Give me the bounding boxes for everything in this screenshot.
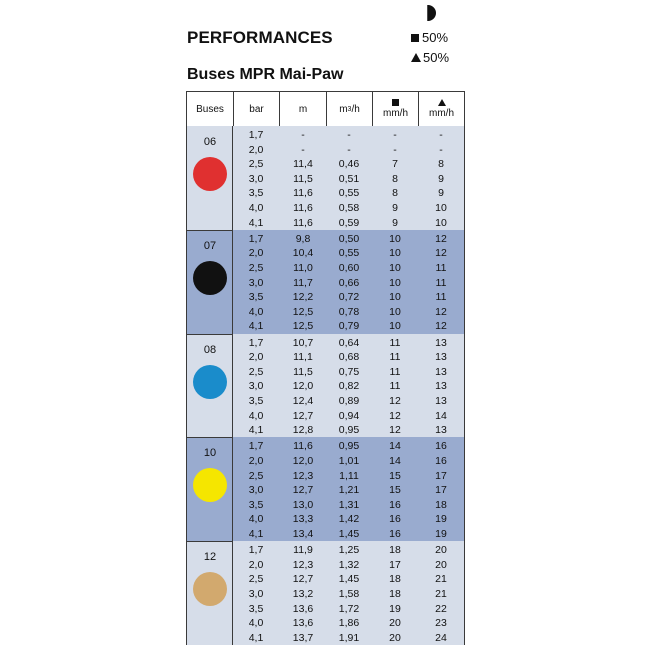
cell-m3h: 1,32: [338, 558, 360, 571]
nozzle-group-06: [187, 126, 464, 230]
cell-m3h: 1,25: [338, 544, 360, 557]
cell-triangle-mmh: 9: [438, 187, 444, 200]
cell-m: -: [301, 129, 305, 141]
cell-square-mmh: 17: [389, 558, 401, 571]
cell-triangle-mmh: 20: [435, 544, 447, 557]
cell-square-mmh: 8: [392, 187, 398, 200]
cell-square-mmh: 14: [389, 440, 401, 453]
cell-m3h: 0,72: [338, 291, 360, 304]
cell-triangle-mmh: 14: [435, 409, 447, 422]
cell-bar: 4,0: [248, 409, 264, 422]
cell-m: 11,1: [293, 351, 313, 364]
table-row: [187, 439, 464, 454]
table-row: [187, 483, 464, 498]
cell-m3h: 1,45: [338, 573, 360, 586]
cell-bar: 2,5: [248, 365, 264, 378]
cell-triangle-mmh: 13: [435, 394, 447, 407]
cell-m3h: 1,86: [338, 617, 360, 630]
cell-triangle-mmh: 16: [435, 454, 447, 467]
cell-square-mmh: 7: [392, 158, 398, 171]
cell-m: 12,7: [292, 573, 314, 586]
cell-m: 13,4: [292, 527, 314, 540]
cell-m: 12,5: [292, 305, 314, 318]
cell-m3h: 0,55: [338, 187, 360, 200]
cell-m3h: 0,64: [338, 336, 360, 349]
cell-square-mmh: -: [393, 143, 397, 156]
cell-m: 13,3: [292, 513, 314, 526]
table-row: [187, 290, 464, 305]
cell-m3h: 0,78: [338, 305, 360, 318]
nozzle-code: 07: [203, 239, 217, 252]
cell-triangle-mmh: 13: [435, 365, 447, 378]
table-row: [187, 128, 464, 143]
group-separator: [187, 334, 233, 335]
table-row: [187, 276, 464, 291]
cell-square-mmh: 10: [389, 276, 401, 289]
nozzle-group-07: [187, 230, 464, 334]
table-row: [187, 319, 464, 334]
cell-m3h: 0,50: [338, 232, 360, 245]
table-row: [187, 216, 464, 231]
cell-square-mmh: 15: [389, 484, 401, 497]
cell-square-mmh: 11: [389, 336, 401, 349]
cell-triangle-mmh: 17: [435, 469, 447, 482]
cell-m: 9,8: [295, 232, 311, 245]
table-row: [187, 232, 464, 247]
cell-bar: 2,0: [248, 143, 264, 156]
header-m3h-sup: 3: [347, 105, 352, 113]
cell-m3h: 0,55: [338, 247, 360, 260]
cell-bar: 4,1: [248, 527, 264, 540]
table-row: [187, 454, 464, 469]
cell-m3h: 0,58: [338, 202, 360, 214]
cell-bar: 3,0: [248, 276, 264, 289]
cell-m3h: 0,79: [338, 320, 360, 333]
cell-triangle-mmh: 11: [435, 276, 447, 289]
cell-bar: 4,1: [248, 216, 264, 229]
cell-bar: 2,0: [248, 454, 264, 467]
table-row: [187, 394, 464, 409]
cell-bar: 3,5: [248, 291, 264, 304]
cell-square-mmh: 18: [389, 544, 401, 557]
cell-bar: 3,5: [248, 602, 264, 615]
cell-square-mmh: 11: [389, 365, 401, 378]
legend-triangle-row: [411, 50, 449, 65]
cell-m3h: 0,95: [338, 424, 360, 437]
table-row: [187, 305, 464, 320]
cell-m3h: -: [347, 143, 351, 156]
cell-bar: 1,7: [248, 544, 264, 557]
table-row: [187, 543, 464, 558]
performance-table: [186, 91, 465, 645]
cell-bar: 2,0: [248, 558, 264, 571]
cell-m: 12,8: [292, 424, 314, 437]
cell-bar: 1,7: [248, 232, 264, 245]
cell-bar: 1,7: [248, 129, 264, 141]
cell-triangle-mmh: 23: [435, 617, 447, 630]
cell-triangle-mmh: 9: [438, 172, 444, 185]
page-title: PERFORMANCES: [187, 28, 333, 47]
cell-triangle-mmh: 22: [435, 602, 447, 615]
cell-square-mmh: 18: [389, 587, 401, 600]
nozzle-group-08: [187, 334, 464, 438]
cell-bar: 4,0: [248, 513, 264, 526]
cell-triangle-mmh: 13: [435, 336, 447, 349]
cell-m3h: 1,91: [338, 631, 360, 644]
cell-m: 11,7: [293, 276, 313, 289]
cell-triangle-mmh: 11: [435, 261, 447, 274]
cell-m3h: 0,95: [338, 440, 360, 453]
table-row: [187, 409, 464, 424]
cell-square-mmh: 9: [392, 216, 398, 229]
table-row: [187, 512, 464, 527]
cell-m3h: 0,51: [338, 172, 360, 185]
table-row: [187, 572, 464, 587]
cell-m3h: 1,31: [338, 498, 360, 511]
nozzle-group-12: [187, 541, 464, 645]
nozzle-code: 12: [203, 551, 217, 564]
cell-triangle-mmh: 19: [435, 527, 447, 540]
table-row: [187, 469, 464, 484]
group-separator: [187, 541, 233, 542]
table-row: [187, 201, 464, 216]
table-row: [187, 261, 464, 276]
cell-square-mmh: 12: [389, 394, 401, 407]
cell-m: 12,2: [292, 291, 314, 304]
cell-m3h: 1,58: [338, 587, 360, 600]
cell-m: 12,4: [292, 394, 314, 407]
cell-m: 12,5: [292, 320, 314, 333]
cell-square-mmh: 20: [389, 631, 401, 644]
cell-m3h: 0,46: [338, 158, 360, 171]
header-square-mmh: [373, 92, 419, 126]
cell-triangle-mmh: 21: [435, 587, 447, 600]
cell-triangle-mmh: 12: [435, 232, 447, 245]
cell-square-mmh: 12: [389, 409, 401, 422]
cell-triangle-mmh: 11: [435, 291, 447, 304]
cell-m3h: 1,21: [338, 484, 360, 497]
cell-triangle-mmh: 12: [435, 320, 447, 333]
cell-triangle-mmh: 13: [435, 380, 447, 393]
legend-triangle-label: 50%: [423, 50, 450, 65]
cell-square-mmh: 20: [389, 617, 401, 630]
nozzle-code: 10: [203, 447, 217, 460]
cell-triangle-mmh: 18: [435, 498, 447, 511]
cell-m: 11,6: [293, 216, 313, 229]
cell-m: 11,4: [293, 158, 313, 171]
cell-m: 13,0: [292, 498, 314, 511]
cell-m: 11,6: [293, 187, 313, 200]
cell-m3h: 0,68: [338, 351, 360, 364]
header-m3h: [327, 92, 373, 126]
cell-m: 13,2: [292, 587, 314, 600]
cell-square-mmh: 14: [389, 454, 401, 467]
nozzle-code: 08: [203, 343, 217, 356]
cell-bar: 3,5: [248, 394, 264, 407]
cell-square-mmh: 11: [389, 380, 401, 393]
table-subtitle: Buses MPR Mai-Paw: [187, 66, 344, 83]
cell-bar: 3,0: [248, 380, 264, 393]
cell-triangle-mmh: 16: [435, 440, 447, 453]
cell-m: 10,7: [292, 336, 314, 349]
cell-bar: 2,0: [248, 247, 264, 260]
cell-triangle-mmh: 21: [435, 573, 447, 586]
cell-m3h: 0,94: [338, 409, 360, 422]
table-row: [187, 423, 464, 438]
table-row: [187, 172, 464, 187]
cell-m: 12,0: [292, 380, 314, 393]
header-triangle-unit: mm/h: [429, 108, 454, 119]
cell-bar: 1,7: [248, 440, 264, 453]
table-row: [187, 350, 464, 365]
cell-square-mmh: 11: [389, 351, 401, 364]
cell-square-mmh: 10: [389, 320, 401, 333]
cell-square-mmh: 10: [389, 232, 401, 245]
cell-bar: 4,0: [248, 617, 264, 630]
cell-square-mmh: 15: [389, 469, 401, 482]
cell-triangle-mmh: 13: [435, 424, 447, 437]
cell-bar: 2,0: [248, 351, 264, 364]
cell-square-mmh: 10: [389, 291, 401, 304]
cell-m3h: 1,01: [338, 454, 360, 467]
cell-m: 11,0: [293, 261, 313, 274]
table-row: [187, 602, 464, 617]
cell-triangle-mmh: 10: [435, 216, 447, 229]
cell-m: 12,7: [292, 484, 314, 497]
nozzle-code: 06: [203, 136, 217, 148]
cell-triangle-mmh: -: [439, 143, 443, 156]
cell-m: 13,7: [292, 631, 314, 644]
cell-m3h: 0,59: [338, 216, 360, 229]
table-row: [187, 336, 464, 351]
cell-m3h: 0,75: [338, 365, 360, 378]
cell-m3h: 0,89: [338, 394, 360, 407]
triangle-icon: [411, 53, 421, 62]
cell-bar: 3,0: [248, 484, 264, 497]
square-icon: [411, 34, 419, 42]
table-row: [187, 616, 464, 631]
table-row: [187, 365, 464, 380]
cell-m: -: [301, 143, 305, 156]
cell-bar: 3,0: [248, 587, 264, 600]
cell-m: 11,6: [293, 440, 313, 453]
cell-square-mmh: 10: [389, 305, 401, 318]
cell-bar: 2,5: [248, 469, 264, 482]
cell-bar: 4,1: [248, 631, 264, 644]
cell-triangle-mmh: 12: [435, 247, 447, 260]
group-separator: [187, 437, 233, 438]
cell-m3h: 1,72: [338, 602, 360, 615]
cell-square-mmh: 10: [389, 247, 401, 260]
cell-bar: 3,5: [248, 187, 264, 200]
triangle-icon: [438, 99, 446, 106]
header-m3h-m: m: [339, 103, 348, 115]
cell-bar: 2,5: [248, 573, 264, 586]
cell-triangle-mmh: 13: [435, 351, 447, 364]
cell-square-mmh: -: [393, 129, 397, 141]
cell-bar: 4,1: [248, 320, 264, 333]
cell-m3h: 0,66: [338, 276, 360, 289]
legend-square-label: 50%: [422, 30, 449, 45]
cell-m: 11,5: [293, 172, 313, 185]
header-m: m: [280, 92, 327, 126]
cell-m3h: 0,82: [338, 380, 360, 393]
table-row: [187, 246, 464, 261]
cell-bar: 4,1: [248, 424, 264, 437]
table-row: [187, 587, 464, 602]
header-bar: bar: [234, 92, 280, 126]
header-square-unit: mm/h: [383, 108, 408, 119]
cell-m: 12,3: [292, 469, 314, 482]
cell-triangle-mmh: 10: [435, 202, 447, 214]
legend-square-row: [411, 30, 448, 45]
cell-square-mmh: 9: [392, 202, 398, 214]
cell-m: 13,6: [292, 602, 314, 615]
table-header: [187, 92, 464, 127]
cell-m: 11,5: [293, 365, 313, 378]
cell-square-mmh: 12: [389, 424, 401, 437]
table-row: [187, 631, 464, 646]
table-row: [187, 143, 464, 158]
cell-triangle-mmh: 24: [435, 631, 447, 644]
cell-m: 11,6: [293, 202, 313, 214]
cell-m: 13,6: [292, 617, 314, 630]
half-circle-icon: [426, 4, 438, 22]
cell-square-mmh: 19: [389, 602, 401, 615]
cell-m3h: 1,45: [338, 527, 360, 540]
cell-m3h: 1,11: [339, 469, 359, 482]
cell-m: 11,9: [293, 544, 313, 557]
cell-m3h: -: [347, 129, 351, 141]
cell-square-mmh: 8: [392, 172, 398, 185]
table-row: [187, 186, 464, 201]
table-row: [187, 157, 464, 172]
header-triangle-mmh: [419, 92, 464, 126]
cell-bar: 3,0: [248, 172, 264, 185]
square-icon: [392, 99, 399, 106]
cell-m: 12,3: [292, 558, 314, 571]
cell-square-mmh: 18: [389, 573, 401, 586]
header-m3h-h: /h: [351, 103, 360, 115]
cell-triangle-mmh: 12: [435, 305, 447, 318]
cell-square-mmh: 16: [389, 513, 401, 526]
cell-triangle-mmh: 19: [435, 513, 447, 526]
cell-bar: 3,5: [248, 498, 264, 511]
group-separator: [187, 230, 233, 231]
cell-m: 12,0: [292, 454, 314, 467]
cell-triangle-mmh: 17: [435, 484, 447, 497]
cell-bar: 2,5: [248, 158, 264, 171]
table-row: [187, 498, 464, 513]
header-buses: Buses: [187, 92, 234, 126]
cell-m3h: 1,42: [338, 513, 360, 526]
table-row: [187, 558, 464, 573]
table-row: [187, 527, 464, 542]
cell-triangle-mmh: -: [439, 129, 443, 141]
cell-m3h: 0,60: [338, 261, 360, 274]
cell-triangle-mmh: 20: [435, 558, 447, 571]
cell-triangle-mmh: 8: [438, 158, 444, 171]
table-row: [187, 379, 464, 394]
cell-bar: 1,7: [248, 336, 264, 349]
cell-m: 10,4: [292, 247, 314, 260]
cell-square-mmh: 10: [389, 261, 401, 274]
cell-bar: 4,0: [248, 202, 264, 214]
cell-m: 12,7: [292, 409, 314, 422]
cell-square-mmh: 16: [389, 527, 401, 540]
cell-square-mmh: 16: [389, 498, 401, 511]
cell-bar: 2,5: [248, 261, 264, 274]
cell-bar: 4,0: [248, 305, 264, 318]
nozzle-group-10: [187, 437, 464, 541]
